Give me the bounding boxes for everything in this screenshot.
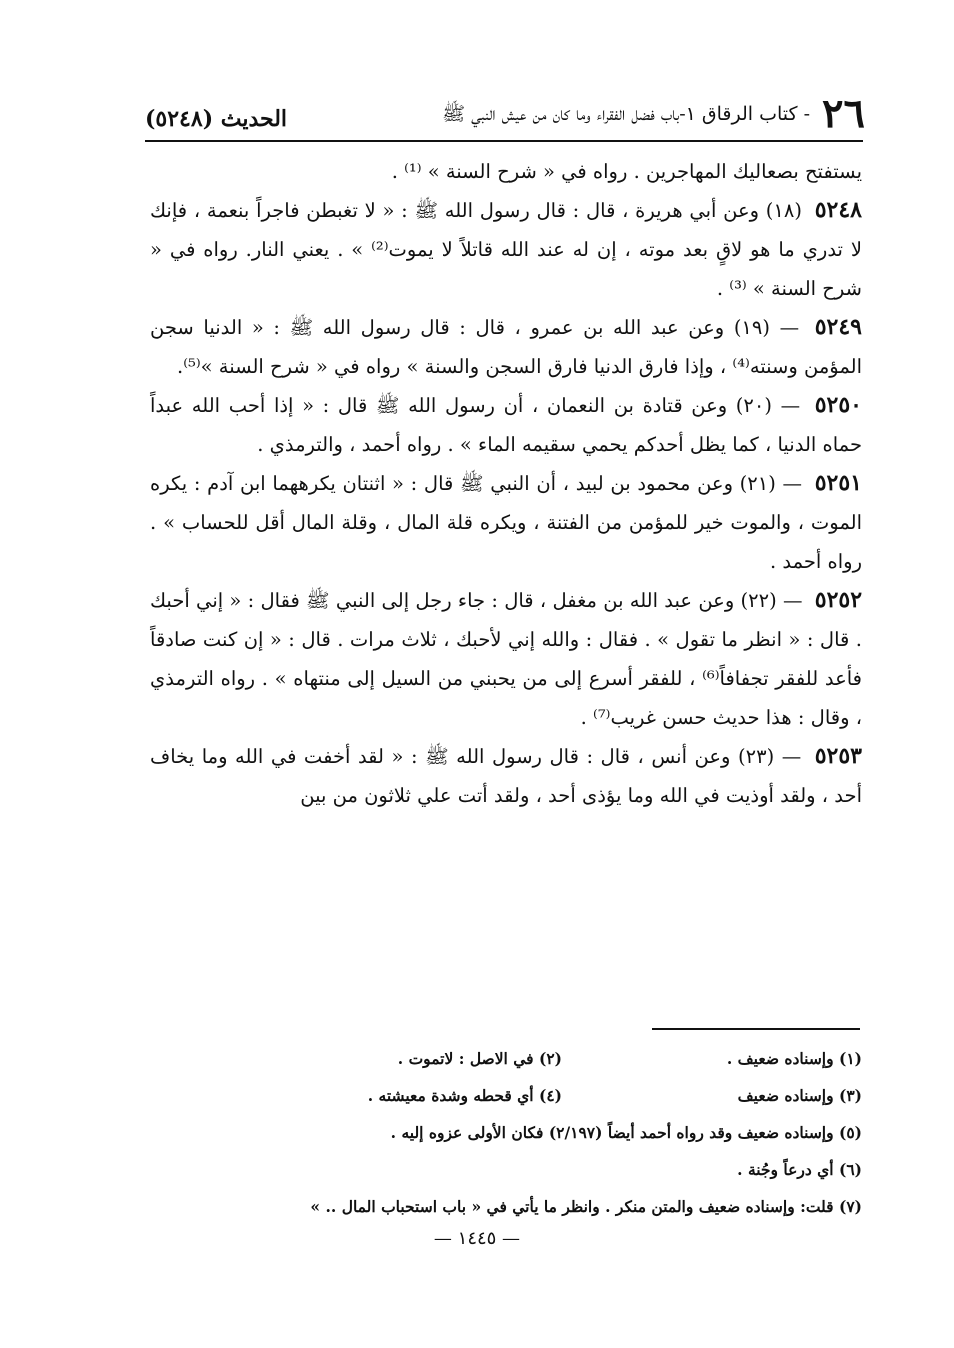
paragraph-text: (١٨) وعن أبي هريرة ، قال : قال رسول الله ﷺ : « لا تغبطن فاجراً بنعمة ، فإنك لا تدري ما هو لاقٍ بعد موته ، إن له عند الله قاتلاً لا يموت⁽²⁾ » . يعني النار. رواه في « شرح السنة » ⁽³⁾ . — [150, 199, 862, 300]
chapter-number: ٢٦ — [822, 90, 865, 137]
hadith-number: ٥٢٥٢ — [814, 587, 863, 613]
footnote-5: (٥) وإسناده ضعيف وقد رواه أحمد أيضاً (٢/١٩٧) فكان الأولى عزوه إليه . — [390, 1123, 862, 1142]
main-text — [150, 152, 862, 815]
paragraph-text: — (٢٢) وعن عبد الله بن مغفل ، قال : جاء رجل إلى النبي ﷺ فقال : « إني أحبك . قال : « انظر ما تقول » . فقال : والله إني لأحبك ، ثلاث مرات . قال : « إن كنت صادقاً فأعد للفقر تجفافاً⁽⁶⁾ ، للفقر أسرع إلى من يحبني من السيل إلى منتهاه » . رواه الترمذي ، وقال : هذا حديث حسن غريب⁽⁷⁾ . — [150, 589, 863, 729]
hadith-number: ٥٢٤٩ — [814, 314, 862, 340]
footnote-3: (٣) وإسناده ضعيف — [737, 1086, 862, 1105]
hadith-5248 — [150, 191, 862, 308]
footnote-1: (١) وإسناده ضعيف . — [726, 1049, 862, 1068]
running-header — [145, 86, 865, 136]
hadith-number: ٥٢٥٠ — [814, 392, 862, 418]
footnote-2: (٢) في الاصل : لاتموت . — [397, 1049, 562, 1068]
footnote-row — [150, 1040, 862, 1077]
hadith-number: ٥٢٤٨ — [814, 197, 862, 223]
footnote-rule — [652, 1028, 860, 1030]
hadith-number: ٥٢٥٣ — [814, 743, 862, 769]
paragraph-continuation — [150, 152, 862, 191]
footnote-4: (٤) أي قحطه وشدة معيشته . — [367, 1086, 562, 1105]
paragraph-text: — (٢١) وعن محمود بن لبيد ، أن النبي ﷺ قال : « اثنتان يكرههما ابن آدم : يكره الموت ، والموت خير للمؤمن من الفتنة ، ويكره قلة المال ، وقلة المال أقل للحساب » . رواه أحمد . — [150, 472, 862, 573]
hadith-number: ٥٢٥١ — [814, 470, 862, 496]
footnotes — [150, 1040, 862, 1225]
hadith-range: الحديث (٥٢٤٨) — [145, 106, 288, 132]
hadith-5253 — [150, 737, 862, 815]
hadith-5251 — [150, 464, 862, 581]
footnote-6: (٦) أي درعاً وجُنة . — [737, 1160, 862, 1179]
hadith-5252 — [150, 581, 862, 737]
footnote-7: (٧) قلت: وإسناده ضعيف والمتن منكر . وانظر ما يأتي في « باب استحباب المال .. » — [310, 1197, 862, 1216]
chapter-title: - كتاب الرقاق ١-باب فضل الفقراء وما كان من عيش النبي ﷺ — [442, 103, 811, 125]
header-rule — [145, 140, 863, 142]
hadith-5250 — [150, 386, 862, 464]
paragraph-text: — (٢٣) وعن أنس ، قال : قال رسول الله ﷺ : « لقد أخفت في الله وما يخاف أحد ، ولقد أوذيت في الله وما يؤذى أحد ، ولقد أتت علي ثلاثون من بين — [150, 745, 862, 807]
paragraph-text: — (١٩) وعن عبد الله بن عمرو ، قال : قال رسول الله ﷺ : « الدنيا سجن المؤمن وسنته⁽⁴⁾ ، وإذا فارق الدنيا فارق السجن والسنة » رواه في « شرح السنة »⁽⁵⁾. — [150, 316, 862, 378]
footnote-row — [150, 1077, 862, 1114]
hadith-5249 — [150, 308, 862, 386]
paragraph-text: يستفتح بصعاليك المهاجرين . رواه في « شرح السنة » ⁽¹⁾ . — [391, 160, 862, 183]
paragraph-text: — (٢٠) وعن قتادة بن النعمان ، أن رسول الله ﷺ قال : « إذا أحب الله عبداً حماه الدنيا ، كما يظل أحدكم يحمي سقيمه الماء » . رواه أحمد ، والترمذي . — [150, 394, 862, 456]
page-number: — ١٤٤٥ — — [433, 1228, 521, 1249]
